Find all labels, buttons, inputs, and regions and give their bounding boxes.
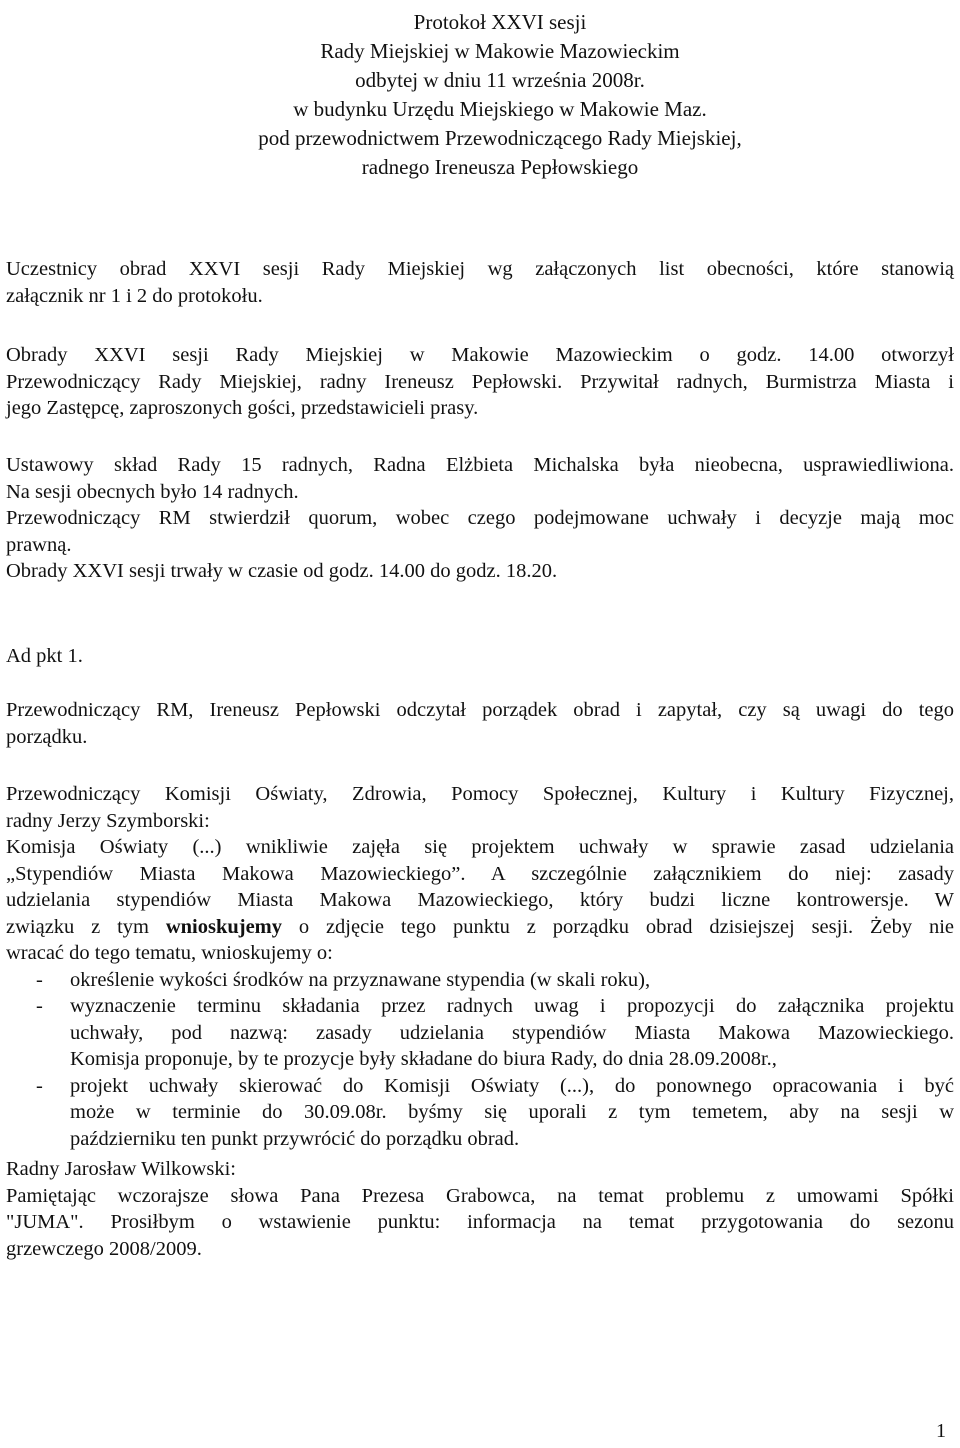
text-line: Pamiętając wczorajsze słowa Pana Prezesa Grabowca, na temat problemu z umowami Spółki <box>6 1184 954 1207</box>
header-chair-name: radnego Ireneusza Pepłowskiego <box>361 155 639 179</box>
header-chair: pod przewodnictwem Przewodniczącego Rady Miejskiej, <box>258 126 742 150</box>
text-line: „Stypendiów Miasta Makowa Mazowieckiego”. A szczególnie załącznikiem do niej: zasady <box>6 862 954 885</box>
text-line: Komisja proponuje, by te prozycje były składane do biura Rady, do dnia 28.09.2008r., <box>70 1048 777 1070</box>
text-line: porządku. <box>6 725 88 748</box>
wilkowski-paragraph <box>6 1156 954 1262</box>
header-date: odbytej w dniu 11 września 2008r. <box>355 68 645 92</box>
request-list <box>6 967 954 1153</box>
text-line: Przewodniczący Komisji Oświaty, Zdrowia, Pomocy Społecznej, Kultury i Kultury Fizycznej, <box>6 783 954 805</box>
text-line <box>6 914 954 941</box>
text-line: załącznik nr 1 i 2 do protokołu. <box>6 284 263 307</box>
text-line: udzielania stypendiów Miasta Makowa Mazowieckiego, który budzi liczne kontrowersje. W <box>6 889 954 911</box>
header-title: Protokoł XXVI sesji <box>413 10 587 34</box>
protocol-header <box>0 8 960 182</box>
text-line: radny Jerzy Szymborski: <box>6 809 210 832</box>
header-venue: w budynku Urzędu Miejskiego w Makowie Maz. <box>293 97 707 121</box>
participants-paragraph <box>6 256 954 309</box>
quorum-paragraph <box>6 452 954 585</box>
text-line: Przewodniczący RM stwierdził quorum, wobec czego podejmowane uchwały i decyzje mają moc <box>6 507 954 529</box>
text-fragment: o zdjęcie tego punktu z porządku obrad dzisiejszej sesji. Żeby nie <box>282 915 954 938</box>
text-line: grzewczego 2008/2009. <box>6 1237 202 1260</box>
text-line: prawną. <box>6 533 72 556</box>
text-line: określenie wykości środków na przyznawane stypendia (w skali roku), <box>70 968 651 991</box>
list-item <box>6 967 954 994</box>
text-line: Radny Jarosław Wilkowski: <box>6 1158 236 1180</box>
text-line: Obrady XXVI sesji Rady Miejskiej w Makowie Mazowieckim o godz. 14.00 otworzył <box>6 344 954 366</box>
header-council: Rady Miejskiej w Makowie Mazowieckim <box>320 39 680 63</box>
text-line: Przewodniczący RM, Ireneusz Pepłowski odczytał porządek obrad i zapytał, czy są uwagi do tego <box>6 699 954 721</box>
list-dash: - <box>36 1074 43 1097</box>
chairman-paragraph <box>6 697 954 750</box>
list-dash: - <box>36 968 43 991</box>
list-dash: - <box>36 995 43 1017</box>
text-line: "JUMA". Prosiłbym o wstawienie punktu: informacja na temat przygotowania do sezonu <box>6 1211 954 1233</box>
text-line: może w terminie do 30.09.08r. byśmy się uporali z tym temetem, aby na sesji w <box>70 1101 954 1123</box>
text-line: projekt uchwały skierować do Komisji Oświaty (...), do ponownego opracowania i być <box>70 1074 954 1097</box>
section-heading: Ad pkt 1. <box>6 645 83 667</box>
list-item <box>6 1073 954 1153</box>
committee-paragraph <box>6 781 954 1152</box>
text-fragment: związku z tym <box>6 915 166 938</box>
text-line: Na sesji obecnych było 14 radnych. <box>6 480 299 503</box>
text-line: Ustawowy skład Rady 15 radnych, Radna Elżbieta Michalska była nieobecna, usprawiedliwiona. <box>6 454 954 476</box>
text-line: październiku ten punkt przywrócić do porządku obrad. <box>70 1127 520 1150</box>
opening-paragraph <box>6 342 954 422</box>
text-line: Obrady XXVI sesji trwały w czasie od godz. 14.00 do godz. 18.20. <box>6 560 558 582</box>
text-line: wyznaczenie terminu składania przez radnych uwag i propozycji do załącznika projektu <box>70 995 954 1017</box>
text-line: Uczestnicy obrad XXVI sesji Rady Miejskiej wg załączonych list obecności, które stanowią <box>6 258 954 280</box>
page-number: 1 <box>936 1420 946 1442</box>
text-line: Komisja Oświaty (...) wnikliwie zajęła się projektem uchwały w sprawie zasad udzielania <box>6 836 954 858</box>
text-line: wracać do tego tematu, wnioskujemy o: <box>6 942 333 964</box>
text-line: uchwały, pod nazwą: zasady udzielania stypendiów Miasta Makowa Mazowieckiego. <box>70 1021 954 1044</box>
bold-word: wnioskujemy <box>165 915 283 938</box>
text-line: Przewodniczący Rady Miejskiej, radny Ireneusz Pepłowski. Przywitał radnych, Burmistrza Miasta i <box>6 370 954 393</box>
list-item <box>6 993 954 1073</box>
text-line: jego Zastępcę, zaproszonych gości, przedstawicieli prasy. <box>6 397 479 419</box>
